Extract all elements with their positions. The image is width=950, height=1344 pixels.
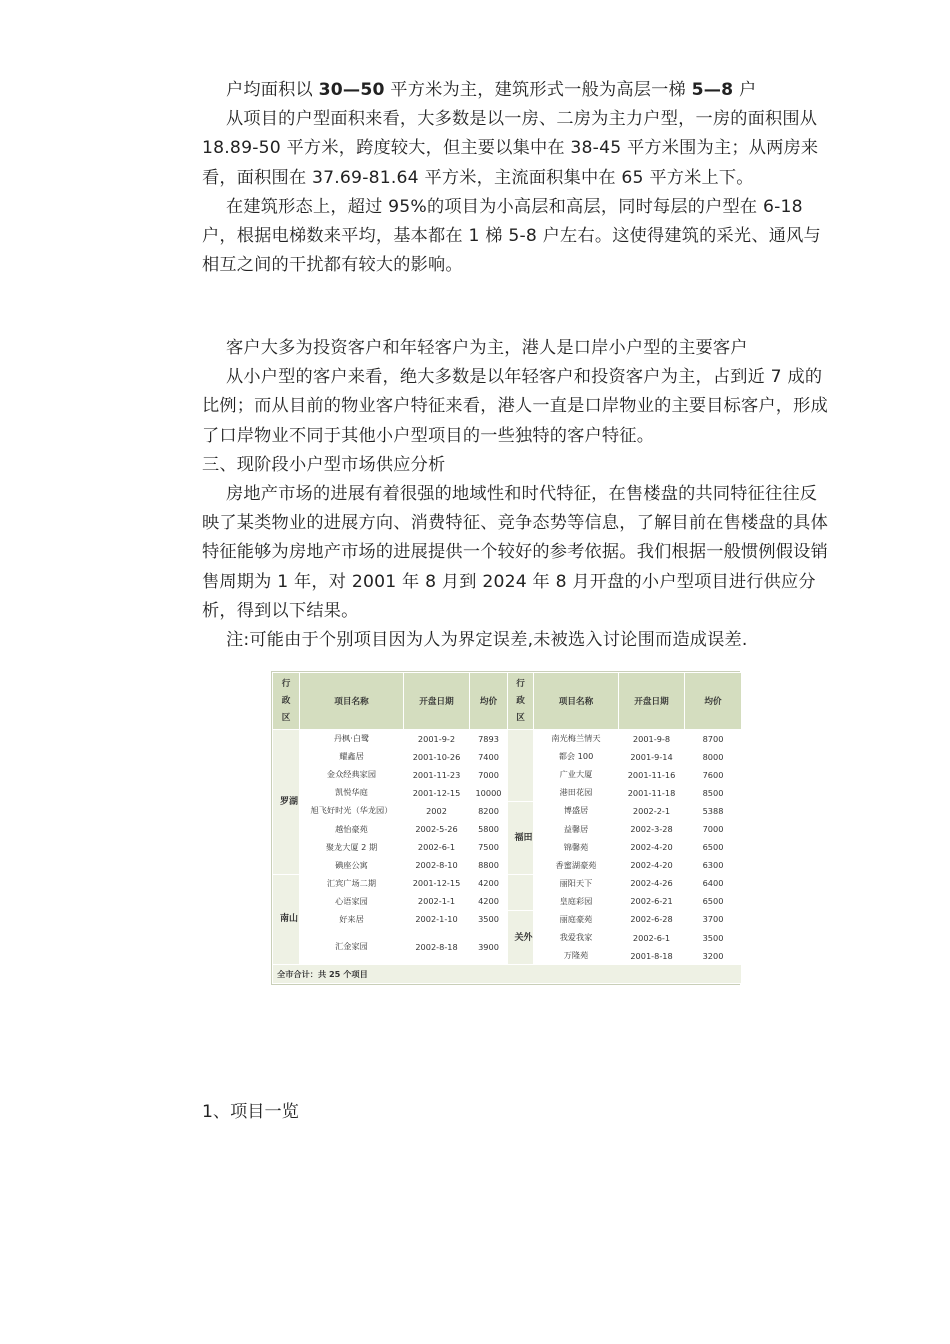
header-price-right: 均价: [685, 673, 742, 730]
avg-price: 7400: [470, 748, 508, 766]
project-name: 越怡豪苑: [300, 820, 404, 838]
project-name: 汇宾广场二期: [300, 874, 404, 892]
project-name: 旭飞好时光（华龙园）: [300, 802, 404, 820]
project-name: 凯悦华庭: [300, 784, 404, 802]
open-date: 2001-9-8: [619, 730, 685, 748]
text-run: 平方米为主，建筑形式一般为高层一梯: [384, 80, 692, 100]
avg-price: 7000: [470, 766, 508, 784]
table-row: [273, 892, 742, 910]
avg-price: 7000: [685, 820, 742, 838]
open-date: 2002-4-20: [619, 838, 685, 856]
header-name-right: 项目名称: [534, 673, 619, 730]
district-cell-futian-tail: [508, 874, 534, 910]
project-name: 锦馨苑: [534, 838, 619, 856]
text-block-customers: [202, 334, 832, 655]
avg-price: 6400: [685, 874, 742, 892]
open-date: 2002-8-10: [404, 856, 470, 874]
district-cell-guanwai: 关外: [508, 910, 534, 964]
project-name: 丽阳天下: [534, 874, 619, 892]
avg-price: 10000: [470, 784, 508, 802]
project-name: 香蜜湖豪苑: [534, 856, 619, 874]
table-total-row: [273, 965, 742, 984]
header-date-right: 开盘日期: [619, 673, 685, 730]
project-name: 皇庭彩园: [534, 892, 619, 910]
project-name: 万隆苑: [534, 947, 619, 965]
open-date: 2002-3-28: [619, 820, 685, 838]
header-price-left: 均价: [470, 673, 508, 730]
open-date: 2002-1-1: [404, 892, 470, 910]
open-date: 2001-11-23: [404, 766, 470, 784]
avg-price: 3500: [685, 929, 742, 947]
avg-price: 8200: [470, 802, 508, 820]
paragraph-note: 注:可能由于个别项目因为人为界定误差,未被选入讨论围而造成误差.: [226, 630, 748, 651]
avg-price: 3700: [685, 910, 742, 928]
project-name: 南光梅兰情天: [534, 730, 619, 748]
open-date: 2002-5-26: [404, 820, 470, 838]
open-date: 2002-6-21: [619, 892, 685, 910]
table-row: [273, 766, 742, 784]
open-date: 2001-11-18: [619, 784, 685, 802]
avg-price: 7893: [470, 730, 508, 748]
header-district-left: 行政区: [273, 673, 300, 730]
table-total: 全市合计：共 25 个项目: [273, 965, 742, 984]
avg-price: 8000: [685, 748, 742, 766]
avg-price: 7600: [685, 766, 742, 784]
avg-price: 8800: [470, 856, 508, 874]
open-date: 2002-2-1: [619, 802, 685, 820]
open-date: 2002: [404, 802, 470, 820]
project-name: 碘座公寓: [300, 856, 404, 874]
open-date: 2002-1-10: [404, 910, 470, 928]
table-row: [273, 874, 742, 892]
table-row: [273, 820, 742, 838]
district-cell-futian: 福田: [508, 802, 534, 874]
open-date: 2002-6-1: [404, 838, 470, 856]
table-header-row: [273, 673, 742, 730]
avg-price: 3200: [685, 947, 742, 965]
avg-price: 7500: [470, 838, 508, 856]
open-date: 2001-12-15: [404, 874, 470, 892]
table-row: [273, 910, 742, 928]
project-name: 聚龙大厦 2 期: [300, 838, 404, 856]
header-date-left: 开盘日期: [404, 673, 470, 730]
table-row: [273, 838, 742, 856]
subsection-heading-project-list: 1、项目一览: [202, 1102, 299, 1122]
avg-price: 6500: [685, 838, 742, 856]
avg-price: 4200: [470, 892, 508, 910]
open-date: 2002-6-1: [619, 929, 685, 947]
paragraph-unit-area-summary: [202, 76, 832, 105]
paragraph-unit-types: 从项目的户型面积来看，大多数是以一房、二房为主力户型，一房的面积围从 18.89-50 平方米，跨度较大，但主要以集中在 38-45 平方米围为主；从两房来看，面积围在 37.69-81.64 平方米，主流面积集中在 65 平方米上下。: [202, 109, 819, 188]
bold-range-units: 5—8: [691, 80, 734, 100]
avg-price: 5800: [470, 820, 508, 838]
text-run: 户均面积以: [226, 80, 319, 100]
avg-price: 8500: [685, 784, 742, 802]
open-date: 2002-8-18: [404, 929, 470, 965]
project-name: 丽庭豪苑: [534, 910, 619, 928]
open-date: 2001-12-15: [404, 784, 470, 802]
project-name: 丹枫·白鹭: [300, 730, 404, 748]
header-district-right: 行政区: [508, 673, 534, 730]
table-row: [273, 748, 742, 766]
avg-price: 6500: [685, 892, 742, 910]
project-name: 汇金家园: [300, 929, 404, 965]
project-table-image: [271, 671, 740, 985]
avg-price: 5388: [685, 802, 742, 820]
text-block-unit-area: [202, 76, 832, 280]
paragraph-building-form: 在建筑形态上，超过 95%的项目为小高层和高层，同时每层的户型在 6-18 户，根据电梯数来平均，基本都在 1 梯 5-8 户左右。这使得建筑的采光、通风与相互之间的干扰都有较大的影响。: [202, 196, 821, 276]
avg-price: 6300: [685, 856, 742, 874]
bold-range-area: 30—50: [318, 80, 385, 100]
paragraph-supply-analysis: 房地产市场的进展有着很强的地域性和时代特征，在售楼盘的共同特征往往反映了某类物业的进展方向、消费特征、竞争态势等信息，了解目前在售楼盘的具体特征能够为房地产市场的进展提供一个较好的参考依据。我们根据一般惯例假设销售周期为 1 年，对 2001 年 8 月到 2024 年 8 月开盘的小户型项目进行供应分析，得到以下结果。: [202, 484, 828, 621]
section-heading-supply: 三、现阶段小户型市场供应分析: [202, 454, 446, 475]
table-row: [273, 856, 742, 874]
project-name: 港田花园: [534, 784, 619, 802]
project-name: 我爱我家: [534, 929, 619, 947]
open-date: 2002-4-26: [619, 874, 685, 892]
open-date: 2001-11-16: [619, 766, 685, 784]
project-name: 都会 100: [534, 748, 619, 766]
paragraph-customer-summary: 客户大多为投资客户和年轻客户为主，港人是口岸小户型的主要客户: [226, 338, 748, 358]
project-table: [272, 672, 742, 984]
project-name: 博盛居: [534, 802, 619, 820]
text-run: 户: [733, 80, 757, 100]
avg-price: 3500: [470, 910, 508, 928]
project-name: 益馨居: [534, 820, 619, 838]
open-date: 2002-6-28: [619, 910, 685, 928]
project-name: 耀鑫居: [300, 748, 404, 766]
project-name: 广业大厦: [534, 766, 619, 784]
table-row: [273, 802, 742, 820]
avg-price: 3900: [470, 929, 508, 965]
open-date: 2001-9-14: [619, 748, 685, 766]
project-name: 金众经典家园: [300, 766, 404, 784]
district-cell-futian-top: [508, 730, 534, 802]
avg-price: 4200: [470, 874, 508, 892]
open-date: 2001-8-18: [619, 947, 685, 965]
table-row: [273, 929, 742, 947]
district-cell-nanshan: 南山: [273, 874, 300, 964]
project-name: 心语家园: [300, 892, 404, 910]
paragraph-customer-detail: 从小户型的客户来看，绝大多数是以年轻客户和投资客户为主，占到近 7 成的比例；而从目前的物业客户特征来看，港人一直是口岸物业的主要目标客户，形成了口岸物业不同于其他小户型项目的一些独特的客户特征。: [202, 367, 828, 446]
table-row: [273, 730, 742, 748]
open-date: 2001-9-2: [404, 730, 470, 748]
open-date: 2002-4-20: [619, 856, 685, 874]
avg-price: 8700: [685, 730, 742, 748]
header-name-left: 项目名称: [300, 673, 404, 730]
project-name: 好来居: [300, 910, 404, 928]
table-row: [273, 784, 742, 802]
district-cell-luohu: 罗湖: [273, 730, 300, 875]
open-date: 2001-10-26: [404, 748, 470, 766]
